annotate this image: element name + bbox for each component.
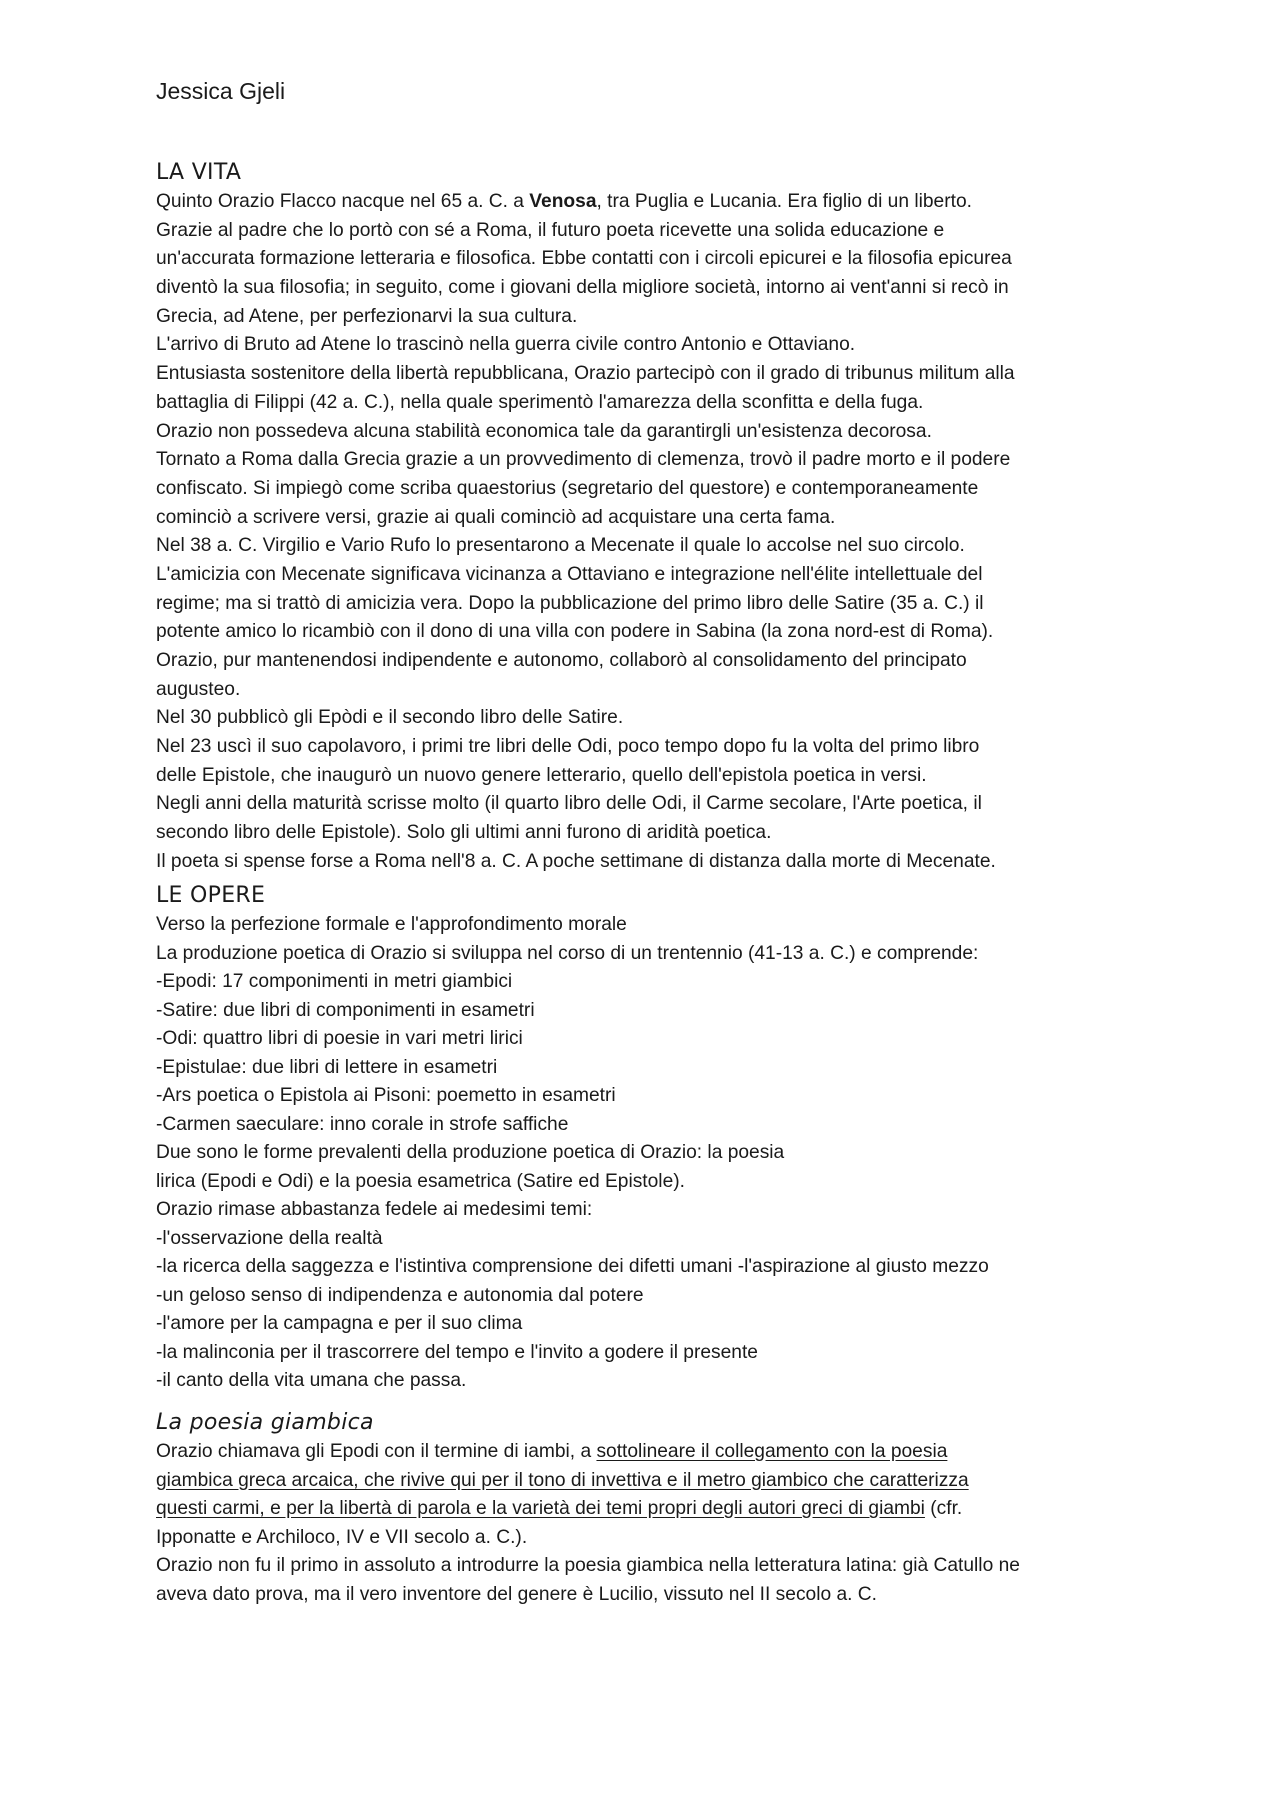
text-line: [156, 188, 1146, 217]
text-run: (cfr.: [924, 1498, 963, 1519]
text-line: [156, 1495, 1146, 1524]
text-line: L'arrivo di Bruto ad Atene lo trascinò nella guerra civile contro Antonio e Ottaviano.: [156, 334, 856, 356]
text-line: un'accurata formazione letteraria e filosofica. Ebbe contatti con i circoli epicurei e la filosofia epicurea: [156, 248, 1012, 270]
section-heading-opere: LE OPERE: [156, 883, 266, 908]
text-line: Grazie al padre che lo portò con sé a Roma, il futuro poeta ricevette una solida educazione e: [156, 219, 945, 241]
text-line: -Satire: due libri di componimenti in esametri: [156, 999, 535, 1021]
text-line: La produzione poetica di Orazio si sviluppa nel corso di un trentennio (41-13 a. C.) e comprende:: [156, 942, 979, 964]
text-line: Grecia, ad Atene, per perfezionarvi la sua cultura.: [156, 305, 578, 327]
underlined-text: giambica greca arcaica, che rivive qui per il tono di invettiva e il metro giambico che caratterizza: [156, 1469, 969, 1491]
text-line: Orazio rimase abbastanza fedele ai medesimi temi:: [156, 1199, 593, 1220]
text-line: cominciò a scrivere versi, grazie ai quali cominciò ad acquistare una certa fama.: [156, 506, 836, 528]
text-line: Due sono le forme prevalenti della produzione poetica di Orazio: la poesia: [156, 1142, 785, 1163]
text-line: Orazio non fu il primo in assoluto a introdurre la poesia giambica nella letteratura latina: già Catullo ne: [156, 1555, 1020, 1576]
text-line: augusteo.: [156, 678, 241, 700]
text-line: Negli anni della maturità scrisse molto (il quarto libro delle Odi, il Carme secolare, l'Arte poetica, il: [156, 793, 982, 815]
section-body-vita: [156, 188, 1146, 877]
text-line: -Carmen saeculare: inno corale in strofe saffiche: [156, 1113, 569, 1135]
author-name: Jessica Gjeli: [156, 78, 286, 104]
text-run: , tra Puglia e Lucania. Era figlio di un liberto.: [596, 191, 972, 212]
text-line: aveva dato prova, ma il vero inventore del genere è Lucilio, vissuto nel II secolo a. C.: [156, 1583, 877, 1605]
section-vita: [156, 158, 1146, 877]
underlined-text: sottolineare il collegamento con la poesia: [596, 1441, 948, 1462]
text-line: Tornato a Roma dalla Grecia grazie a un provvedimento di clemenza, trovò il padre morto e il podere: [156, 449, 1011, 471]
section-body-opere: [156, 911, 1146, 1396]
text-line: Nel 38 a. C. Virgilio e Vario Rufo lo presentarono a Mecenate il quale lo accolse nel suo circolo.: [156, 535, 965, 557]
text-line: -l'amore per la campagna e per il suo clima: [156, 1313, 523, 1334]
section-opere: [156, 881, 1146, 1396]
text-line: confiscato. Si impiegò come scriba quaestorius (segretario del questore) e contemporaneamente: [156, 477, 979, 499]
bold-text: Venosa: [529, 191, 597, 212]
text-line: Il poeta si spense forse a Roma nell'8 a. C. A poche settimane di distanza dalla morte di Mecenate.: [156, 850, 996, 872]
section-giambica: [156, 1408, 1146, 1609]
text-line: Verso la perfezione formale e l'approfondimento morale: [156, 914, 627, 935]
section-heading-vita: LA VITA: [156, 160, 242, 185]
text-line: regime; ma si trattò di amicizia vera. Dopo la pubblicazione del primo libro delle Satire (35 a. C.) il: [156, 592, 984, 614]
text-line: Entusiasta sostenitore della libertà repubblicana, Orazio partecipò con il grado di tribunus militum alla: [156, 363, 1015, 385]
text-line: -il canto della vita umana che passa.: [156, 1370, 467, 1391]
text-line: -la malinconia per il trascorrere del tempo e l'invito a godere il presente: [156, 1341, 758, 1363]
text-line: lirica (Epodi e Odi) e la poesia esametrica (Satire ed Epistole).: [156, 1170, 685, 1192]
text-line: Orazio non possedeva alcuna stabilità economica tale da garantirgli un'esistenza decorosa.: [156, 420, 932, 442]
text-line: battaglia di Filippi (42 a. C.), nella quale sperimentò l'amarezza della sconfitta e della fuga.: [156, 391, 924, 413]
text-line: -Odi: quattro libri di poesie in vari metri lirici: [156, 1028, 523, 1049]
text-line: -la ricerca della saggezza e l'istintiva comprensione dei difetti umani -l'aspirazione al giusto mezzo: [156, 1256, 989, 1277]
text-line: [156, 1467, 1146, 1496]
text-line: -un geloso senso di indipendenza e autonomia dal potere: [156, 1284, 644, 1306]
text-line: diventò la sua filosofia; in seguito, come i giovani della migliore società, intorno ai vent'anni si recò in: [156, 277, 1009, 299]
section-body-giambica: [156, 1438, 1146, 1609]
text-line: -Epodi: 17 componimenti in metri giambici: [156, 971, 513, 992]
text-line: [156, 1438, 1146, 1467]
text-line: L'amicizia con Mecenate significava vicinanza a Ottaviano e integrazione nell'élite intellettuale del: [156, 563, 983, 585]
text-run: Orazio chiamava gli Epodi con il termine di iambi, a: [156, 1441, 597, 1462]
text-line: delle Epistole, che inaugurò un nuovo genere letterario, quello dell'epistola poetica in versi.: [156, 764, 927, 786]
underlined-text: questi carmi, e per la libertà di parola e la varietà dei temi propri degli autori greci di giambi: [156, 1498, 925, 1519]
text-line: Orazio, pur mantenendosi indipendente e autonomo, collaborò al consolidamento del principato: [156, 650, 967, 671]
text-line: Ipponatte e Archiloco, IV e VII secolo a. C.).: [156, 1526, 528, 1548]
text-line: potente amico lo ricambiò con il dono di una villa con podere in Sabina (la zona nord-est di Roma).: [156, 621, 994, 643]
text-line: secondo libro delle Epistole). Solo gli ultimi anni furono di aridità poetica.: [156, 822, 772, 844]
text-line: Nel 30 pubblicò gli Epòdi e il secondo libro delle Satire.: [156, 707, 624, 729]
text-run: Quinto Orazio Flacco nacque nel 65 a. C. a: [156, 191, 530, 212]
text-line: -Epistulae: due libri di lettere in esametri: [156, 1056, 498, 1078]
text-line: -Ars poetica o Epistola ai Pisoni: poemetto in esametri: [156, 1085, 616, 1106]
text-line: -l'osservazione della realtà: [156, 1227, 383, 1249]
text-line: Nel 23 uscì il suo capolavoro, i primi tre libri delle Odi, poco tempo dopo fu la volta del primo libro: [156, 736, 980, 758]
section-heading-giambica: La poesia giambica: [156, 1410, 374, 1435]
